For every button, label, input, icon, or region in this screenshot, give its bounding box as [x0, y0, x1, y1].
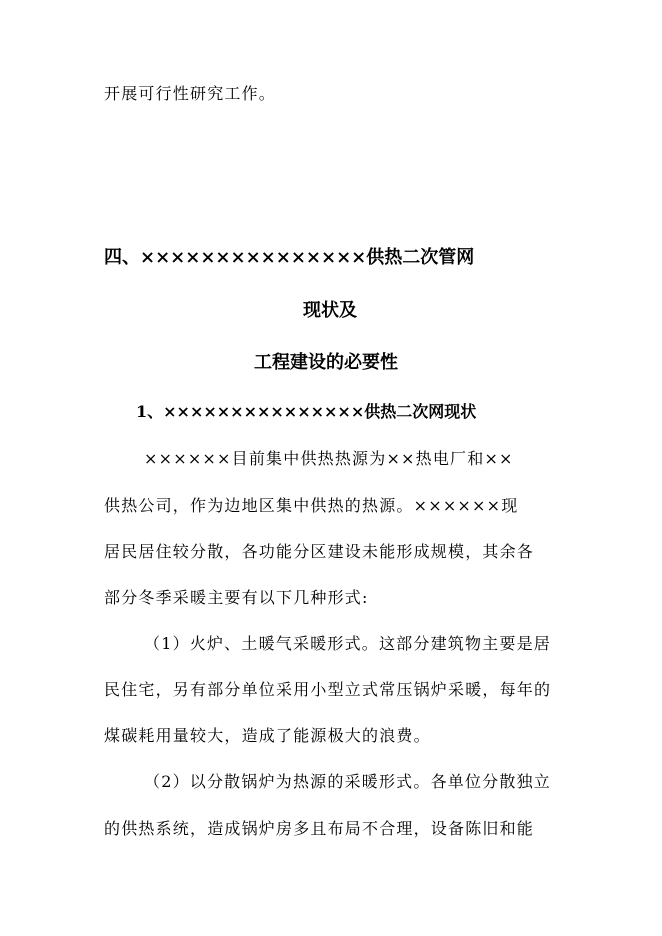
paragraph-2-line-3: 煤碳耗用量较大，造成了能源极大的浪费。 [104, 726, 431, 745]
paragraph-3-line-2: 的供热系统，造成锅炉房多且布局不合理，设备陈旧和能 [104, 819, 535, 838]
paragraph-3-line-1: （2）以分散锅炉为热源的采暖形式。各单位分散独立 [144, 772, 551, 791]
subsection-title: 1、×××××××××××××××供热二次网现状 [136, 402, 477, 421]
paragraph-1-line-4: 部分冬季采暖主要有以下几种形式: [104, 588, 369, 607]
paragraph-2-line-1: （1）火炉、土暖气采暖形式。这部分建筑物主要是居 [144, 634, 551, 653]
section-title-line-1: 四、×××××××××××××××供热二次管网 [104, 247, 475, 268]
paragraph-1-line-2: 供热公司，作为边地区集中供热的热源。××××××现 [104, 496, 519, 515]
section-title-line-3: 工程建设的必要性 [254, 352, 398, 373]
paragraph-2-line-2: 民住宅，另有部分单位采用小型立式常压锅炉采暖，每年的 [104, 680, 552, 699]
intro-text: 开展可行性研究工作。 [104, 84, 277, 103]
paragraph-1-line-1: ××××××目前集中供热热源为××热电厂和×× [144, 449, 514, 468]
section-title-line-2: 现状及 [303, 300, 357, 321]
paragraph-1-line-3: 居民居住较分散，各功能分区建设未能形成规模，其余各 [104, 542, 535, 561]
